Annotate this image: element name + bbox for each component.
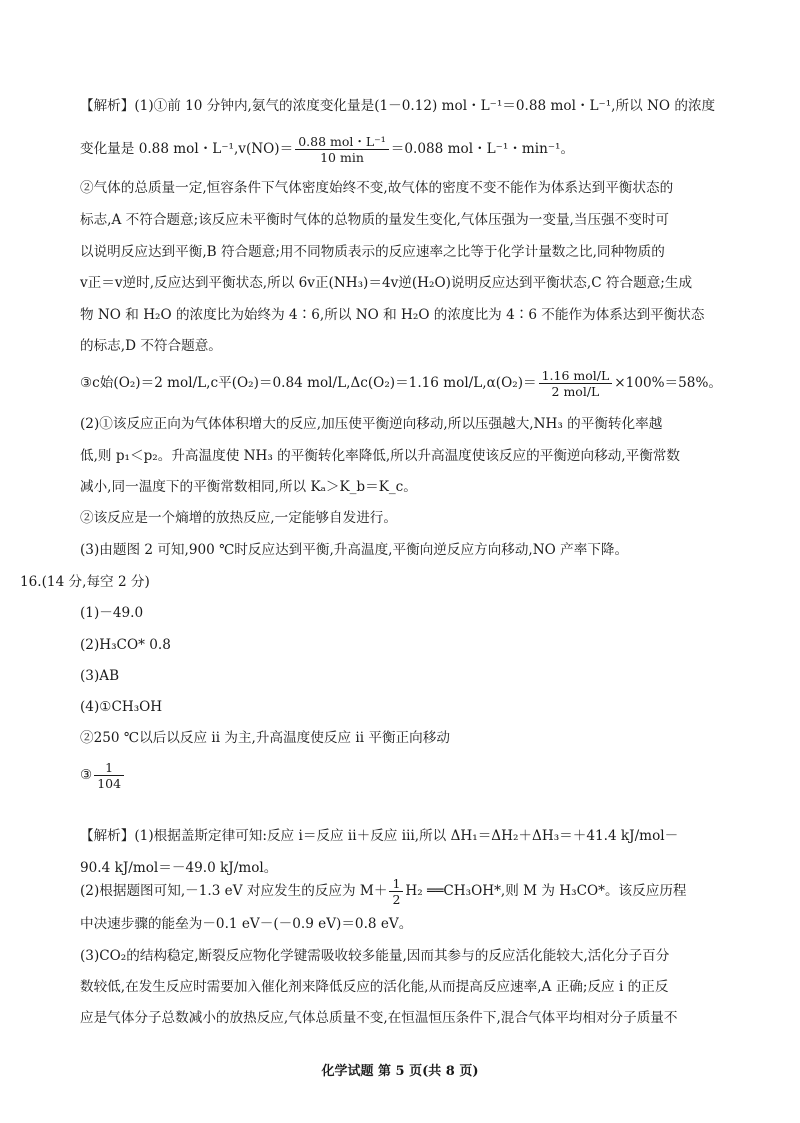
analysis-16-line-2: 90.4 kJ/mol＝－49.0 kJ/mol。 [80,860,278,876]
line2-text-b: ＝0.088 mol・L⁻¹・min⁻¹。 [390,141,575,157]
answer-3: (3)AB [80,668,120,684]
line24-text-a: (2)根据题图可知,－1.3 eV 对应发生的反应为 M＋ [80,883,388,899]
page-footer: 化学试题 第 5 页(共 8 页) [321,1064,479,1079]
analysis-line-13: ②该反应是一个熵增的放热反应,一定能够自发进行。 [80,510,397,526]
analysis-16-line-6: 数较低,在发生反应时需要加入催化剂来降低反应的活化能,从而提高反应速率,A 正确;反应 ⅰ 的正反 [80,979,669,995]
analysis-line-6: v正＝v逆时,反应达到平衡状态,所以 6v正(NH₃)＝4v逆(H₂O)说明反应达到平衡状态,C 符合题意;生成 [80,275,693,291]
analysis-line-12: 减小,同一温度下的平衡常数相同,所以 Kₐ＞K_b＝K_c。 [80,479,417,495]
analysis-line-1: 【解析】(1)①前 10 分钟内,氨气的浓度变化量是(1－0.12) mol・L⁻¹＝0.88 mol・L⁻¹,所以 NO 的浓度 [80,98,716,114]
analysis-16-line-1: 【解析】(1)根据盖斯定律可知:反应 ⅰ＝反应 ⅱ＋反应 ⅲ,所以 ΔH₁＝ΔH₂＋ΔH₃＝＋41.4 kJ/mol－ [80,828,679,844]
analysis-line-11: 低,则 p₁＜p₂。升高温度使 NH₃ 的平衡转化率降低,所以升高温度使该反应的平衡逆向移动,平衡常数 [80,448,680,464]
question-16-header: 16.(14 分,每空 2 分) [20,574,150,590]
fraction-denominator: 104 [97,776,122,791]
fraction-numerator: 1 [389,876,403,892]
analysis-line-9 [80,368,722,399]
analysis-line-2 [80,134,574,165]
fraction-numerator: 0.88 mol・L⁻¹ [295,134,389,150]
analysis-line-14: (3)由题图 2 可知,900 ℃时反应达到平衡,升高温度,平衡向逆反应方向移动,NO 产率下降。 [80,542,629,558]
analysis-16-line-7: 应是气体分子总数减小的放热反应,气体总质量不变,在恒温恒压条件下,混合气体平均相对分子质量不 [80,1010,678,1026]
analysis-line-3: ②气体的总质量一定,恒容条件下气体密度始终不变,故气体的密度不变不能作为体系达到平衡状态的 [80,180,674,196]
analysis-16-line-3 [80,876,687,907]
line9-text-b: ×100%＝58%。 [614,375,722,391]
line24-text-b: H₂ ══CH₃OH*,则 M 为 H₃CO*。该反应历程 [405,883,687,899]
answer-4: (4)①CH₃OH [80,699,163,715]
answer-4-3-marker: ③ [80,767,93,783]
fraction-numerator: 1.16 mol/L [539,368,613,384]
answer-fraction [94,760,124,791]
half-fraction [389,876,403,907]
alpha-fraction [539,368,613,399]
answer-4-2: ②250 ℃以后以反应 ⅱ 为主,升高温度使反应 ⅱ 平衡正向移动 [80,730,450,746]
fraction-denominator: 10 min [320,150,364,165]
analysis-line-8: 的标志,D 不符合题意。 [80,338,222,354]
fraction-denominator: 2 mol/L [551,384,600,399]
line9-text-a: ③c始(O₂)＝2 mol/L,c平(O₂)＝0.84 mol/L,Δc(O₂)＝1.16 mol/L,α(O₂)＝ [80,375,537,391]
vno-fraction [295,134,389,165]
analysis-line-4: 标志,A 不符合题意;该反应未平衡时气体的总物质的量发生变化,气体压强为一变量,当压强不变时可 [80,212,670,228]
analysis-16-line-4: 中决速步骤的能垒为－0.1 eV－(－0.9 eV)＝0.8 eV。 [80,916,413,932]
fraction-numerator: 1 [94,760,124,776]
answer-4-3 [80,760,126,791]
answer-1: (1)－49.0 [80,605,144,621]
analysis-16-line-5: (3)CO₂的结构稳定,断裂反应物化学键需吸收较多能量,因而其参与的反应活化能较大,活化分子百分 [80,948,670,964]
answer-2: (2)H₃CO* 0.8 [80,637,171,653]
analysis-line-7: 物 NO 和 H₂O 的浓度比为始终为 4∶6,所以 NO 和 H₂O 的浓度比为 4∶6 不能作为体系达到平衡状态 [80,307,705,323]
fraction-denominator: 2 [392,892,401,907]
analysis-line-10: (2)①该反应正向为气体体积增大的反应,加压使平衡逆向移动,所以压强越大,NH₃ 的平衡转化率越 [80,416,663,432]
line2-text-a: 变化量是 0.88 mol・L⁻¹,v(NO)＝ [80,141,294,157]
analysis-line-5: 以说明反应达到平衡,B 符合题意;用不同物质表示的反应速率之比等于化学计量数之比,同种物质的 [80,244,665,260]
